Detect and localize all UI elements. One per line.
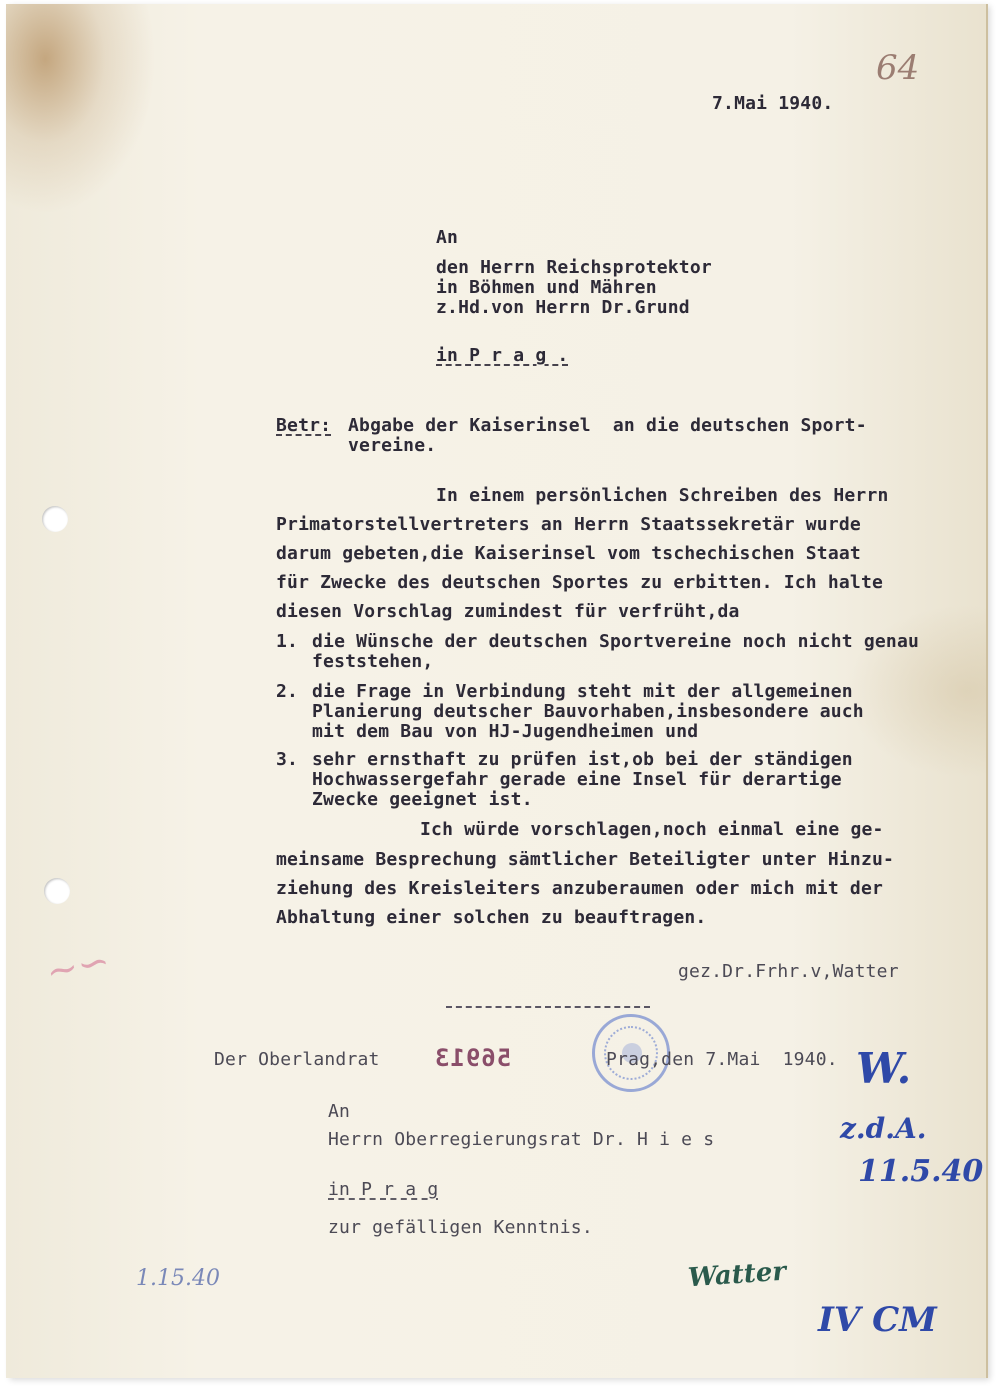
copy-note: zur gefälligen Kenntnis. (328, 1217, 593, 1238)
item-2-line-2: Planierung deutscher Bauvorhaben,insbesondere auch (312, 701, 864, 722)
item-3-number: 3. (276, 749, 299, 770)
item-3-line-2: Hochwassergefahr gerade eine Insel für derartige (312, 769, 842, 790)
separator-line (446, 1006, 650, 1008)
copy-recipient-prefix: An (328, 1101, 351, 1122)
ink-roman-mark: IV CM (818, 1300, 937, 1340)
recipient-prefix: An (436, 227, 459, 248)
item-3-line-1: sehr ernsthaft zu prüfen ist,ob bei der ständigen (312, 749, 853, 770)
body-p1-line-3: darum gebeten,die Kaiserinsel vom tschechischen Staat (276, 543, 861, 564)
subject-line-2: vereine. (348, 435, 437, 456)
recipient-city: in P r a g . (436, 345, 569, 366)
recipient-line-2: in Böhmen und Mähren (436, 277, 657, 298)
body-p2-line-1: Ich würde vorschlagen,noch einmal eine ge- (420, 819, 884, 840)
body-p1-line-2: Primatorstellvertreters an Herrn Staatssekretär wurde (276, 514, 861, 535)
body-p2-line-2: meinsame Besprechung sämtlicher Beteiligter unter Hinzu- (276, 849, 895, 870)
recipient-line-1: den Herrn Reichsprotektor (436, 257, 712, 278)
folio-number: 64 (876, 48, 920, 88)
copy-city: in P r a g (328, 1179, 439, 1200)
body-p1-line-1: In einem persönlichen Schreiben des Herrn (436, 485, 889, 506)
item-3-line-3: Zwecke geeignet ist. (312, 789, 533, 810)
received-stamp-number: 56913 (434, 1044, 512, 1072)
subject-line-1: Abgabe der Kaiserinsel an die deutschen Sport- (348, 415, 867, 436)
document-page (6, 4, 986, 1378)
item-2-number: 2. (276, 681, 299, 702)
body-p1-line-5: diesen Vorschlag zumindest für verfrüht,da (276, 601, 740, 622)
pencil-date-mark: 1.15.40 (136, 1266, 220, 1291)
item-1-number: 1. (276, 631, 299, 652)
body-p2-line-4: Abhaltung einer solchen zu beauftragen. (276, 907, 707, 928)
ink-signature: Watter (687, 1256, 787, 1294)
subject-label: Betr: (276, 415, 332, 436)
item-1-line-2: feststehen, (312, 651, 434, 672)
body-p1-line-4: für Zwecke des deutschen Sportes zu erbitten. Ich halte (276, 572, 884, 593)
ink-date-mark: 11.5.40 (858, 1154, 984, 1189)
item-2-line-3: mit dem Bau von HJ-Jugendheimen und (312, 721, 699, 742)
copy-recipient: Herrn Oberregierungsrat Dr. H i e s (328, 1129, 715, 1150)
item-2-line-1: die Frage in Verbindung steht mit der allgemeinen (312, 681, 853, 702)
recipient-line-3: z.Hd.von Herrn Dr.Grund (436, 297, 690, 318)
typed-signature: gez.Dr.Frhr.v,Watter (678, 961, 899, 982)
copy-place-date: Prag,den 7.Mai 1940. (606, 1049, 838, 1070)
ink-disposition-mark: z.d.A. (840, 1112, 927, 1145)
letter-date: 7.Mai 1940. (712, 93, 834, 114)
body-p2-line-3: ziehung des Kreisleiters anzuberaumen oder mich mit der (276, 878, 884, 899)
ink-initials: W. (856, 1044, 912, 1093)
copy-sender: Der Oberlandrat (214, 1049, 380, 1070)
punch-hole-top (42, 506, 68, 532)
pencil-scribble: ∼∽ (42, 937, 114, 995)
punch-hole-bottom (44, 878, 70, 904)
item-1-line-1: die Wünsche der deutschen Sportvereine noch nicht genau (312, 631, 920, 652)
